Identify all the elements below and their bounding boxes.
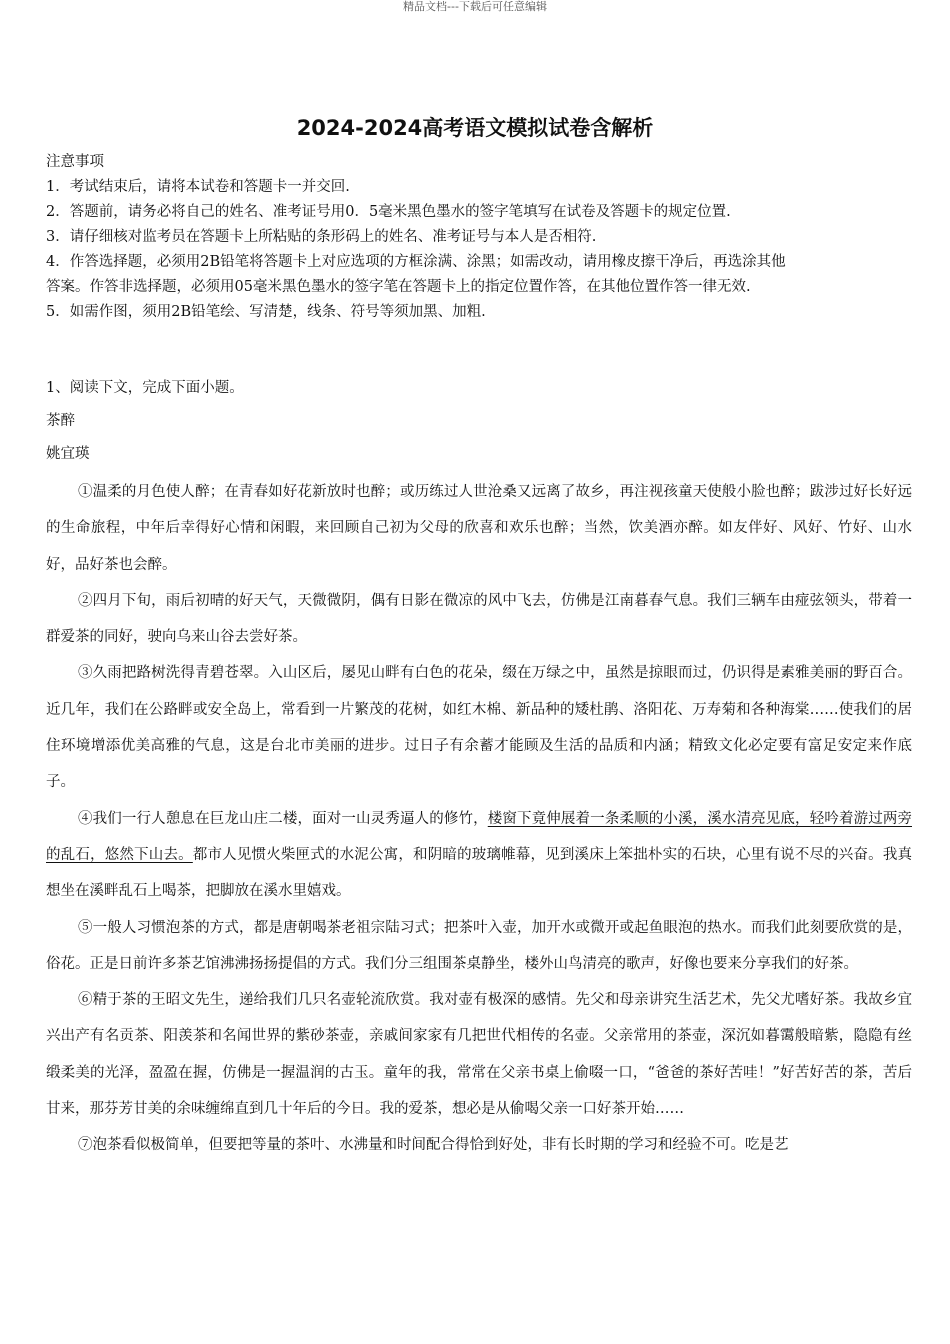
question-intro: 1、阅读下文，完成下面小题。 — [46, 380, 244, 396]
notice-item: 5．如需作图，须用2B铅笔绘、写清楚，线条、符号等须加黑、加粗. — [46, 304, 486, 320]
article-body — [46, 474, 912, 1164]
notice-section — [46, 150, 916, 325]
paragraph-3: ③久雨把路树洗得青碧苍翠。入山区后，屡见山畔有白色的花朵，缀在万绿之中，虽然是掠眼而过，仍识得是素雅美丽的野百合。近几年，我们在公路畔或安全岛上，常看到一片繁茂的花树，如红木棉、新品种的矮杜鹃、洛阳花、万寿菊和各种海棠……使我们的居住环境增添优美高雅的气息，这是台北市美丽的进步。过日子有余蓄才能顾及生活的品质和内涵；精致文化必定要有富足安定来作底子。 — [46, 665, 912, 791]
notice-item: 4．作答选择题，必须用2B铅笔将答题卡上对应选项的方框涂满、涂黑；如需改动，请用橡皮擦干净后，再选涂其他 — [46, 254, 786, 270]
page-header: 精品文档---下载后可任意编辑 — [403, 0, 547, 13]
notice-item: 2．答题前，请务必将自己的姓名、准考证号用0．5毫米黑色墨水的签字笔填写在试卷及答题卡的规定位置. — [46, 204, 731, 220]
notice-item: 1．考试结束后，请将本试卷和答题卡一并交回. — [46, 179, 350, 195]
paragraph-4-rest: 都市人见惯火柴匣式的水泥公寓，和阴暗的玻璃帷幕，见到溪床上笨拙朴实的石块，心里有说不尽的兴奋。我真想坐在溪畔乱石上喝茶，把脚放在溪水里嬉戏。 — [46, 846, 912, 900]
article-author: 姚宜瑛 — [46, 446, 90, 462]
paragraph-1: ①温柔的月色使人醉；在青春如好花新放时也醉；或历练过人世沧桑又远离了故乡，再注视孩童天使般小脸也醉；跋涉过好长好远的生命旅程，中年后幸得好心情和闲暇，来回顾自己初为父母的欣喜和欢乐也醉；当然，饮美酒亦醉。如友伴好、风好、竹好、山水好，品好茶也会醉。 — [46, 484, 912, 573]
notice-item: 3．请仔细核对监考员在答题卡上所粘贴的条形码上的姓名、准考证号与本人是否相符. — [46, 229, 597, 245]
notice-heading: 注意事项 — [46, 154, 104, 170]
paragraph-2: ②四月下旬，雨后初晴的好天气，天微微阴，偶有日影在微凉的风中飞去，仿佛是江南暮春气息。我们三辆车由痖弦领头，带着一群爱茶的同好，驶向乌来山谷去尝好茶。 — [46, 592, 912, 646]
article-title: 茶醉 — [46, 413, 75, 429]
paragraph-7: ⑦泡茶看似极简单，但要把等量的茶叶、水沸量和时间配合得恰到好处，非有长时期的学习和经验不可。吃是艺 — [78, 1137, 789, 1154]
paragraph-4-lead: ④我们一行人憩息在巨龙山庄二楼，面对一山灵秀逼人的修竹， — [78, 810, 488, 827]
notice-item: 答案。作答非选择题，必须用05毫米黑色墨水的签字笔在答题卡上的指定位置作答，在其他位置作答一律无效. — [46, 279, 751, 295]
paragraph-5: ⑤一般人习惯泡茶的方式，都是唐朝喝茶老祖宗陆习式；把茶叶入壶，加开水或微开或起鱼眼泡的热水。而我们此刻要欣赏的是，俗花。正是日前许多茶艺馆沸沸扬扬提倡的方式。我们分三组围茶桌静坐，楼外山鸟清亮的歌声，好像也要来分享我们的好茶。 — [46, 919, 912, 972]
paragraph-4 — [46, 801, 912, 910]
underlined-sentence: 楼窗下竟伸展着一条柔顺的小溪，溪水清亮见底，轻吟着游过两旁的乱石，悠然下山去。 — [46, 810, 912, 863]
paragraph-6: ⑥精于茶的王昭文先生，递给我们几只名壶轮流欣赏。我对壶有极深的感情。先父和母亲讲究生活艺术，先父尤嗜好茶。我故乡宜兴出产有名贡茶、阳羡茶和名闻世界的紫砂茶壶，亲戚间家家有几把世代相传的名壶。父亲常用的茶壶，深沉如暮霭般暗紫，隐隐有丝缎柔美的光泽，盈盈在握，仿佛是一握温润的古玉。童年的我，常常在父亲书桌上偷啜一口，“爸爸的茶好苦哇！”好苦好苦的茶，苦后甘来，那芬芳甘美的余味缠绵直到几十年后的今日。我的爱茶，想必是从偷喝父亲一口好茶开始…… — [46, 992, 912, 1118]
page-title: 2024-2024高考语文模拟试卷含解析 — [296, 116, 654, 140]
